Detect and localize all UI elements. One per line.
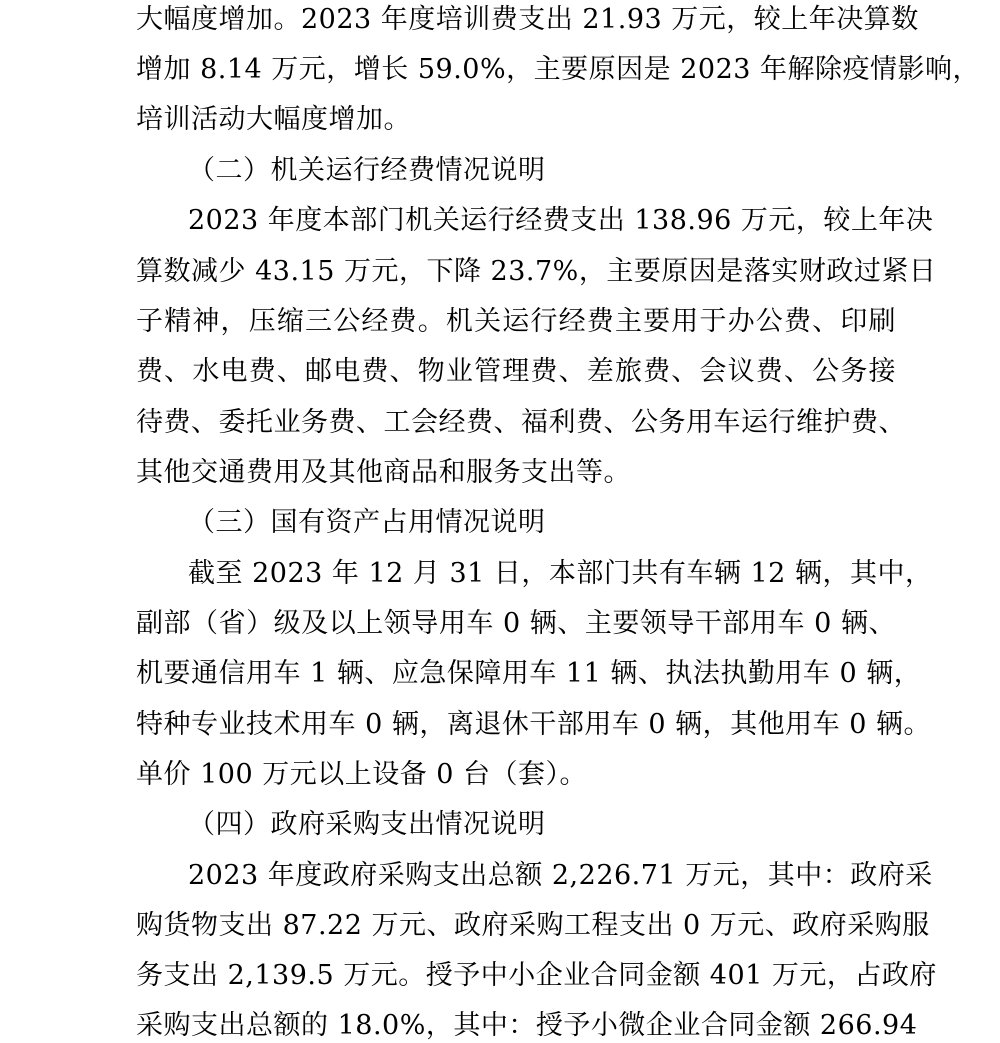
- paragraph-line: 其他交通费用及其他商品和服务支出等。: [136, 457, 631, 488]
- section-heading: （四）政府采购支出情况说明: [188, 809, 546, 840]
- paragraph-line: 购货物支出 87.22 万元、政府采购工程支出 0 万元、政府采购服: [136, 910, 930, 941]
- section-heading: （三）国有资产占用情况说明: [188, 507, 546, 538]
- section-heading: （二）机关运行经费情况说明: [188, 155, 546, 186]
- paragraph-line: 培训活动大幅度增加。: [136, 104, 411, 135]
- paragraph-line: 机要通信用车 1 辆、应急保障用车 11 辆、执法执勤用车 0 辆，: [136, 658, 922, 689]
- paragraph-line: 算数减少 43.15 万元，下降 23.7%，主要原因是落实财政过紧日: [136, 256, 937, 287]
- paragraph-line: 截至 2023 年 12 月 31 日，本部门共有车辆 12 辆，其中，: [188, 558, 933, 589]
- paragraph-line: 费、水电费、邮电费、物业管理费、差旅费、会议费、公务接: [136, 356, 896, 387]
- paragraph-line: 子精神，压缩三公经费。机关运行经费主要用于办公费、印刷: [136, 306, 896, 337]
- paragraph-line: 特种专业技术用车 0 辆，离退休干部用车 0 辆，其他用车 0 辆。: [136, 709, 932, 740]
- paragraph-line: 副部（省）级及以上领导用车 0 辆、主要领导干部用车 0 辆、: [136, 608, 896, 639]
- paragraph-line: 2023 年度政府采购支出总额 2,226.71 万元，其中：政府采: [188, 860, 933, 891]
- paragraph-line: 采购支出总额的 18.0%，其中：授予小微企业合同金额 266.94: [136, 1010, 918, 1041]
- paragraph-line: 待费、委托业务费、工会经费、福利费、公务用车运行维护费、: [136, 407, 906, 438]
- paragraph-line: 2023 年度本部门机关运行经费支出 138.96 万元，较上年决: [188, 205, 934, 236]
- paragraph-line: 大幅度增加。2023 年度培训费支出 21.93 万元，较上年决算数: [136, 4, 919, 35]
- paragraph-line: 单价 100 万元以上设备 0 台（套）。: [136, 759, 588, 790]
- paragraph-line: 务支出 2,139.5 万元。授予中小企业合同金额 401 万元，占政府: [136, 960, 937, 991]
- paragraph-line: 增加 8.14 万元，增长 59.0%，主要原因是 2023 年解除疫情影响，: [136, 54, 981, 85]
